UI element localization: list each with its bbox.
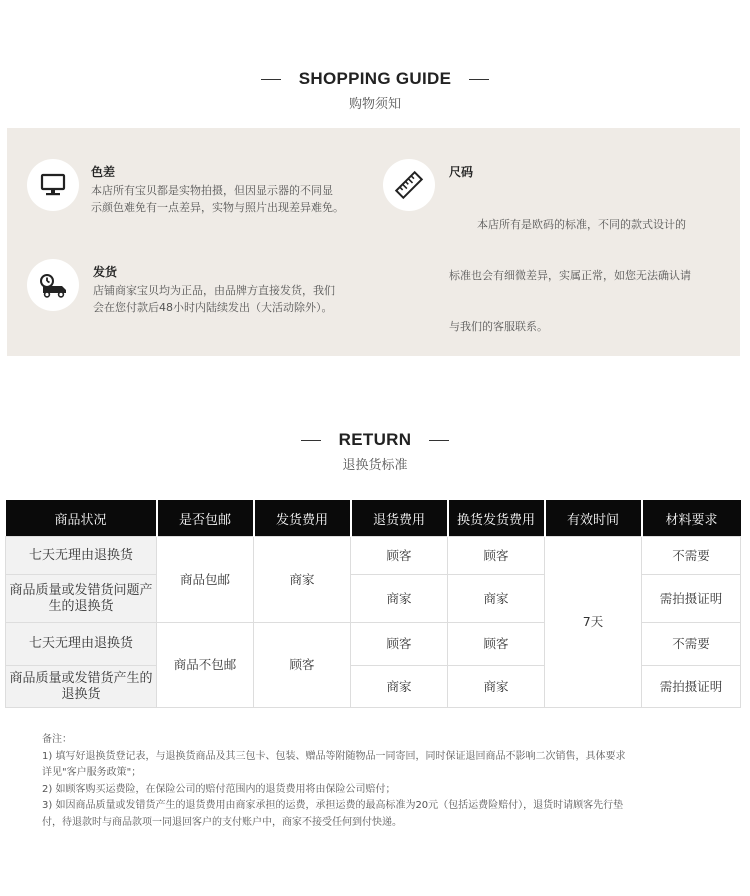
return-fee-cell: 顾客 [351, 537, 448, 575]
exchange-fee-cell: 商家 [448, 575, 545, 623]
divider-dash-left [261, 79, 281, 81]
material-cell: 需拍摄证明 [642, 666, 741, 708]
condition-cell: 商品质量或发错货产生的退换货 [6, 666, 157, 708]
return-fee-cell: 商家 [351, 666, 448, 708]
delivery-truck-icon [27, 259, 79, 311]
guide-item-body: 本店所有是欧码的标准，不同的款式设计的 标准也会有细微差异，实属正常，如您无法确认请 与我们的客服联系。 [449, 218, 691, 333]
guide-item-title: 尺码 [449, 165, 474, 179]
column-header: 发货费用 [254, 500, 351, 537]
monitor-icon [27, 159, 79, 211]
shipping-fee-cell: 顾客 [254, 623, 351, 708]
exchange-fee-cell: 商家 [448, 666, 545, 708]
ruler-icon [383, 159, 435, 211]
table-row [6, 537, 741, 575]
condition-cell: 商品质量或发错货问题产生的退换货 [6, 575, 157, 623]
column-header: 换货发货费用 [448, 500, 545, 537]
shopping-guide-subtitle: 购物须知 [348, 97, 401, 113]
divider-dash-right [469, 79, 489, 81]
free-shipping-cell: 商品包邮 [157, 537, 254, 623]
note-line: 付，待退款时与商品款项一同退回客户的支付账户中，商家不接受任何到付快递。 [42, 816, 402, 828]
return-fee-cell: 商家 [351, 575, 448, 623]
exchange-fee-cell: 顾客 [448, 623, 545, 666]
guide-item-color [27, 159, 391, 216]
note-line: 详见"客户服务政策"； [42, 767, 142, 778]
guide-item-title: 色差 [91, 165, 116, 179]
column-header: 有效时间 [545, 500, 642, 537]
column-header: 退货费用 [351, 500, 448, 537]
material-cell: 需拍摄证明 [642, 575, 741, 623]
column-header: 是否包邮 [157, 500, 254, 537]
guide-item-shipping [27, 259, 393, 316]
shopping-guide-panel [7, 128, 740, 356]
table-header-row [6, 500, 741, 537]
free-shipping-cell: 商品不包邮 [157, 623, 254, 708]
guide-item-body: 本店所有宝贝都是实物拍摄，但因显示器的不同显 示颜色难免有一点差异，实物与照片出现差异难免。 [91, 184, 344, 214]
return-title: RETURN [338, 430, 412, 450]
return-policy-table [5, 500, 741, 708]
material-cell: 不需要 [642, 537, 741, 575]
return-fee-cell: 顾客 [351, 623, 448, 666]
material-cell: 不需要 [642, 623, 741, 666]
guide-item-title: 发货 [93, 265, 118, 279]
note-line: 1) 填写好退换货登记表，与退换货商品及其三包卡、包装、赠品等附随物品一同寄回，同时保证退回商品不影响二次销售，具体要求 [42, 750, 626, 762]
column-header: 材料要求 [642, 500, 741, 537]
exchange-fee-cell: 顾客 [448, 537, 545, 575]
note-line: 2) 如顾客购买运费险，在保险公司的赔付范围内的退货费用将由保险公司赔付； [42, 783, 396, 795]
note-line: 3) 如因商品质量或发错货产生的退货费用由商家承担的运费，承担运费的最高标准为20元（包括运费险赔付），退货时请顾客先行垫 [42, 800, 624, 811]
shopping-guide-title: SHOPPING GUIDE [298, 69, 452, 89]
column-header: 商品状况 [6, 500, 157, 537]
return-subtitle: 退换货标准 [342, 458, 408, 474]
valid-time-cell: 7天 [545, 537, 642, 708]
return-header [0, 426, 750, 473]
shipping-fee-cell: 商家 [254, 537, 351, 623]
divider-dash-right [429, 440, 449, 442]
guide-item-size [383, 159, 739, 369]
guide-item-body: 店铺商家宝贝均为正品，由品牌方直接发货，我们 会在您付款后48小时内陆续发出（大活动除外）。 [93, 284, 335, 314]
notes-title: 备注： [42, 734, 72, 745]
shopping-guide-header [0, 65, 750, 112]
condition-cell: 七天无理由退换货 [6, 537, 157, 575]
divider-dash-left [301, 440, 321, 442]
notes-section [42, 732, 712, 831]
condition-cell: 七天无理由退换货 [6, 623, 157, 666]
